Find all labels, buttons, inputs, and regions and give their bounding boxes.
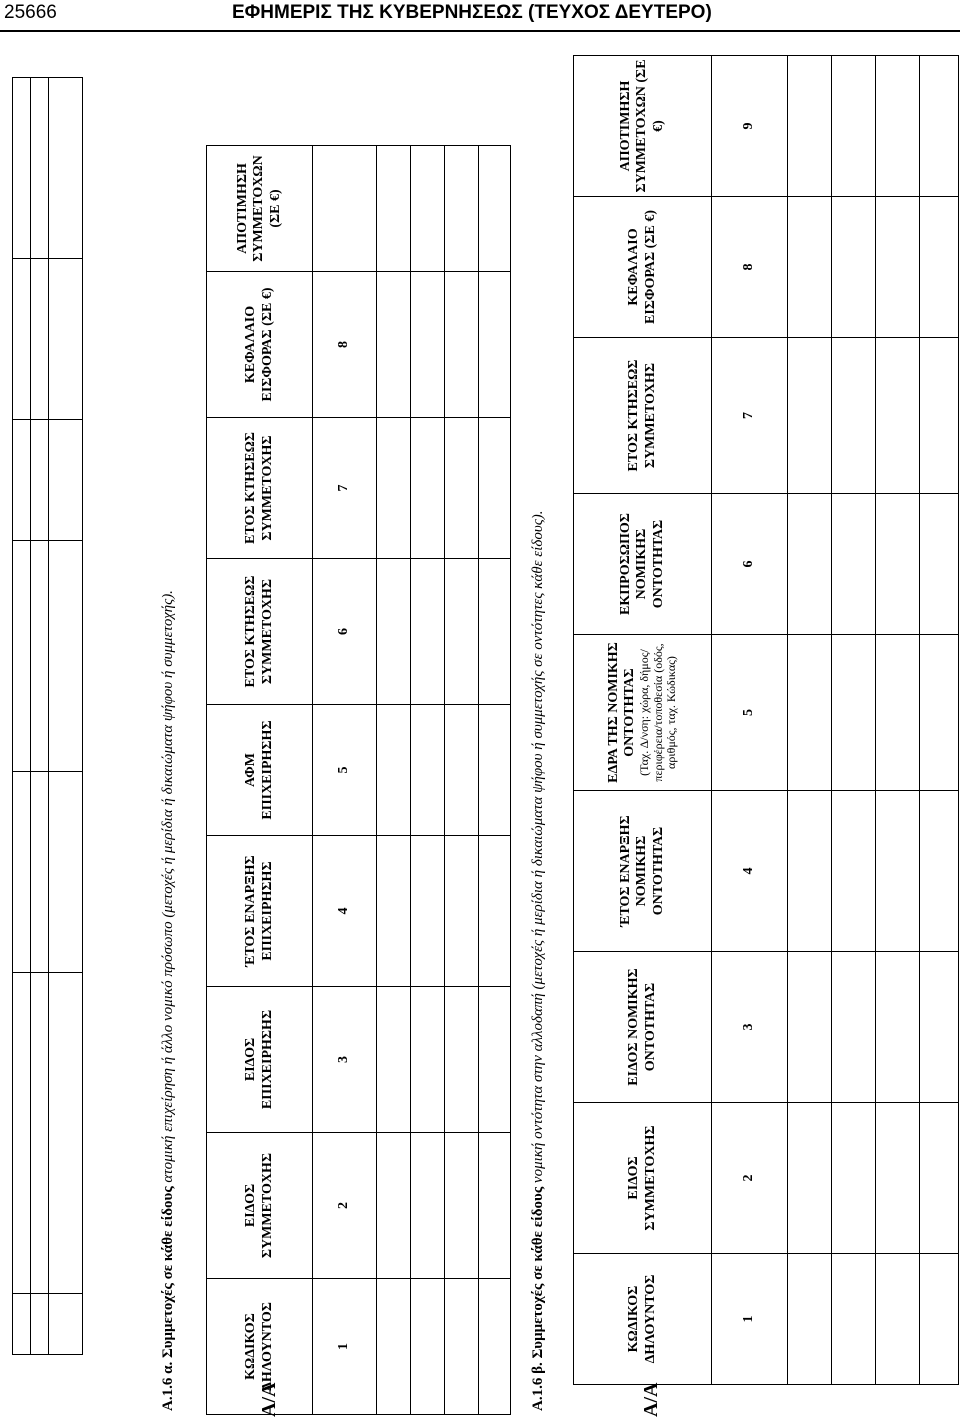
num-cell: 3 bbox=[313, 987, 377, 1133]
col-etos-ktiseos-2: ΕΤΟΣ ΚΤΗΣΕΩΣ ΣΥΜΜΕΤΟΧΗΣ bbox=[207, 418, 313, 559]
page-number: 25666 bbox=[4, 2, 57, 23]
col-kodikos: ΚΩΔΙΚΟΣ ΔΗΛΟΥΝΤΟΣ bbox=[574, 1254, 712, 1385]
col-apotimisi: ΑΠΟΤΙΜΗΣΗ ΣΥΜΜΕΤΟΧΩΝ (ΣΕ €) bbox=[207, 146, 313, 272]
table-row bbox=[377, 146, 411, 1415]
table-row bbox=[445, 146, 479, 1415]
section-b-caption bbox=[530, 510, 547, 1411]
col-kodikos: ΚΩΔΙΚΟΣ ΔΗΛΟΥΝΤΟΣ bbox=[207, 1279, 313, 1415]
num-cell: 2 bbox=[313, 1133, 377, 1279]
section-a-table bbox=[206, 145, 511, 1415]
col-kefalaio: ΚΕΦΑΛΑΙΟ ΕΙΣΦΟΡΑΣ (ΣΕ €) bbox=[574, 197, 712, 338]
num-cell: 9 bbox=[712, 56, 788, 197]
previous-table-fragment bbox=[12, 77, 83, 1355]
table-header-row bbox=[574, 56, 712, 1385]
table-row bbox=[920, 56, 959, 1385]
num-cell: 3 bbox=[712, 952, 788, 1103]
section-b-caption-prefix: Α.1.6 β. Συμμετοχές σε κάθε είδους bbox=[530, 1186, 546, 1411]
table-row bbox=[788, 56, 832, 1385]
page-header bbox=[0, 0, 960, 36]
col-kefalaio: ΚΕΦΑΛΑΙΟ ΕΙΣΦΟΡΑΣ (ΣΕ €) bbox=[207, 272, 313, 418]
section-b-aa-label: Α/Α bbox=[640, 1382, 662, 1417]
section-a-caption-italic: ατομική επιχείρηση ή άλλο νομικό πρόσωπο (μετοχές ή μερίδια ή δικαιώματα ψήφου ή συμμετοχής). bbox=[160, 590, 176, 1183]
gazette-title: ΕΦΗΜΕΡΙΣ ΤΗΣ ΚΥΒΕΡΝΗΣΕΩΣ (ΤΕΥΧΟΣ ΔΕΥΤΕΡΟ) bbox=[232, 2, 712, 23]
header-rule bbox=[0, 30, 960, 32]
section-a-caption bbox=[160, 590, 177, 1411]
num-cell: 8 bbox=[712, 197, 788, 338]
num-cell: 4 bbox=[313, 836, 377, 987]
num-cell: 7 bbox=[712, 338, 788, 494]
num-cell bbox=[313, 146, 377, 272]
table-header-row bbox=[207, 146, 313, 1415]
section-a-aa-label: Α/Α bbox=[258, 1382, 280, 1417]
num-cell: 6 bbox=[313, 559, 377, 705]
num-cell: 7 bbox=[313, 418, 377, 559]
col-eidos-nomikis: ΕΙΔΟΣ ΝΟΜΙΚΗΣ ΟΝΤΟΤΗΤΑΣ bbox=[574, 952, 712, 1103]
rotated-content bbox=[0, 59, 960, 1417]
num-cell: 5 bbox=[712, 635, 788, 791]
col-etos-enarxis: ΈΤΟΣ ΕΝΑΡΞΗΣ ΝΟΜΙΚΗΣ ΟΝΤΟΤΗΤΑΣ bbox=[574, 791, 712, 952]
num-cell: 4 bbox=[712, 791, 788, 952]
col-ekprosopos: ΕΚΠΡΟΣΩΠΟΣ ΝΟΜΙΚΗΣ ΟΝΤΟΤΗΤΑΣ bbox=[574, 494, 712, 635]
edra-title: ΕΔΡΑ ΤΗΣ ΝΟΜΙΚΗΣ ΟΝΤΟΤΗΤΑΣ bbox=[605, 642, 637, 783]
table-number-row bbox=[712, 56, 788, 1385]
num-cell: 1 bbox=[313, 1279, 377, 1415]
num-cell: 5 bbox=[313, 705, 377, 836]
edra-subtitle: (Ταχ. Δ/νση: χώρα, δήμος/ περιφέρεια/τοποθεσία (οδός, αριθμός, ταχ. Κώδικας) bbox=[636, 643, 679, 782]
table-row bbox=[832, 56, 876, 1385]
col-eidos-symmetoxis: ΕΙΔΟΣ ΣΥΜΜΕΤΟΧΗΣ bbox=[207, 1133, 313, 1279]
num-cell: 1 bbox=[712, 1254, 788, 1385]
table-row bbox=[411, 146, 445, 1415]
section-b-table bbox=[573, 55, 959, 1385]
col-eidos-symmetoxis: ΕΙΔΟΣ ΣΥΜΜΕΤΟΧΗΣ bbox=[574, 1103, 712, 1254]
num-cell: 6 bbox=[712, 494, 788, 635]
col-etos-ktiseos: ΕΤΟΣ ΚΤΗΣΕΩΣ ΣΥΜΜΕΤΟΧΗΣ bbox=[207, 559, 313, 705]
section-a-caption-prefix: Α.1.6 α. Συμμετοχές σε κάθε είδους bbox=[160, 1186, 176, 1411]
section-b-caption-italic: νομική οντότητα στην αλλοδαπή (μετοχές ή μερίδια ή δικαιώματα ψήφου ή συμμετοχής σε οντότητες κάθε είδους). bbox=[530, 510, 546, 1184]
num-cell: 8 bbox=[313, 272, 377, 418]
col-etos-enarxis: ΈΤΟΣ ΕΝΑΡΞΗΣ ΕΠΙΧΕΙΡΗΣΗΣ bbox=[207, 836, 313, 987]
col-eidos-epixeirisis: ΕΙΔΟΣ ΕΠΙΧΕΙΡΗΣΗΣ bbox=[207, 987, 313, 1133]
col-apotimisi: ΑΠΟΤΙΜΗΣΗ ΣΥΜΜΕΤΟΧΩΝ (ΣΕ €) bbox=[574, 56, 712, 197]
col-afm: ΑΦΜ ΕΠΙΧΕΙΡΗΣΗΣ bbox=[207, 705, 313, 836]
table-row bbox=[876, 56, 920, 1385]
col-etos-ktiseos: ΕΤΟΣ ΚΤΗΣΕΩΣ ΣΥΜΜΕΤΟΧΗΣ bbox=[574, 338, 712, 494]
col-edra bbox=[574, 635, 712, 791]
num-cell: 2 bbox=[712, 1103, 788, 1254]
table-row bbox=[479, 146, 511, 1415]
table-number-row bbox=[313, 146, 377, 1415]
